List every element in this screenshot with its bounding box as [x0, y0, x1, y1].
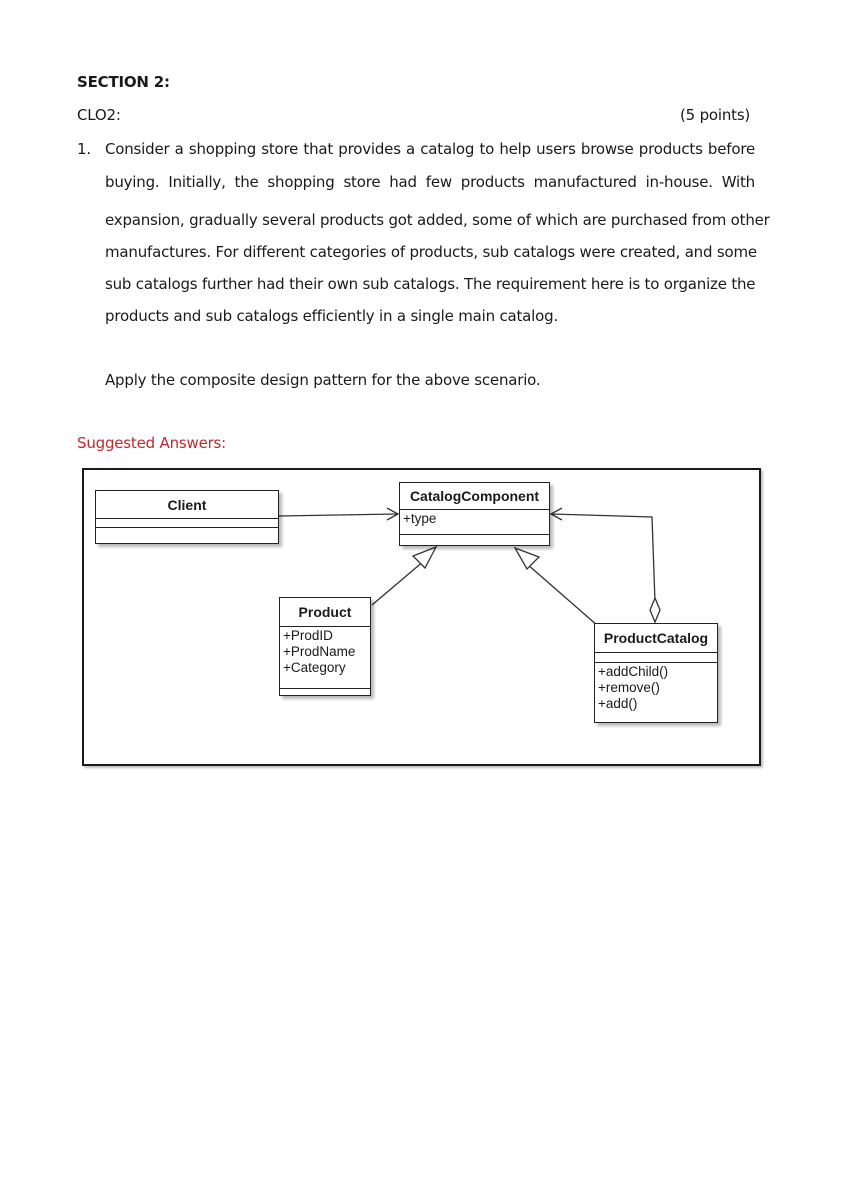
- method-add: +add(): [598, 696, 638, 711]
- question-line-6: products and sub catalogs efficiently in a single main catalog.: [105, 307, 559, 325]
- question-line-2: buying. Initially, the shopping store had few products manufactured in-house. With: [105, 173, 755, 191]
- clo-label: CLO2:: [77, 106, 121, 124]
- suggested-answers-label: Suggested Answers:: [77, 434, 227, 452]
- catalog-generalization-triangle: [515, 548, 539, 569]
- question-line-5: sub catalogs further had their own sub catalogs. The requirement here is to organize the: [105, 275, 756, 293]
- product-catalog-attributes: [595, 653, 717, 663]
- question-line-1: Consider a shopping store that provides a catalog to help users browse products before: [105, 140, 755, 158]
- class-name-client: Client: [96, 491, 278, 519]
- attribute-prodname: +ProdName: [283, 644, 356, 659]
- attribute-type: +type: [403, 511, 437, 526]
- question-number: 1.: [77, 140, 91, 158]
- class-name-product-catalog: ProductCatalog: [595, 624, 717, 653]
- attribute-prodid: +ProdID: [283, 628, 333, 643]
- attribute-category: +Category: [283, 660, 346, 675]
- instruction-text: Apply the composite design pattern for the above scenario.: [105, 371, 541, 389]
- client-attributes: [96, 519, 278, 528]
- catalog-component-attributes: [400, 510, 549, 535]
- aggregation-line: [551, 514, 655, 602]
- catalog-generalization-line: [527, 564, 598, 626]
- product-generalization-line: [372, 560, 425, 605]
- points-label: (5 points): [680, 106, 751, 124]
- uml-class-product-catalog: [594, 623, 718, 723]
- class-name-product: Product: [280, 598, 370, 627]
- uml-class-catalog-component: [399, 482, 550, 546]
- class-name-catalog-component: CatalogComponent: [400, 483, 549, 510]
- question-line-4: manufactures. For different categories of products, sub catalogs were created, and some: [105, 243, 757, 261]
- catalog-component-methods: [400, 535, 549, 536]
- product-catalog-methods: [595, 663, 717, 712]
- client-association-line: [279, 514, 398, 516]
- method-remove: +remove(): [598, 680, 660, 695]
- product-attributes: [280, 627, 370, 689]
- product-methods: [280, 689, 370, 690]
- question-line-3: expansion, gradually several products got added, some of which are purchased from other: [105, 211, 770, 229]
- aggregation-diamond: [650, 598, 660, 622]
- client-methods: [96, 528, 278, 529]
- product-generalization-triangle: [413, 547, 436, 568]
- uml-class-client: [95, 490, 279, 544]
- section-title: SECTION 2:: [77, 73, 170, 91]
- uml-class-product: [279, 597, 371, 696]
- method-addchild: +addChild(): [598, 664, 669, 679]
